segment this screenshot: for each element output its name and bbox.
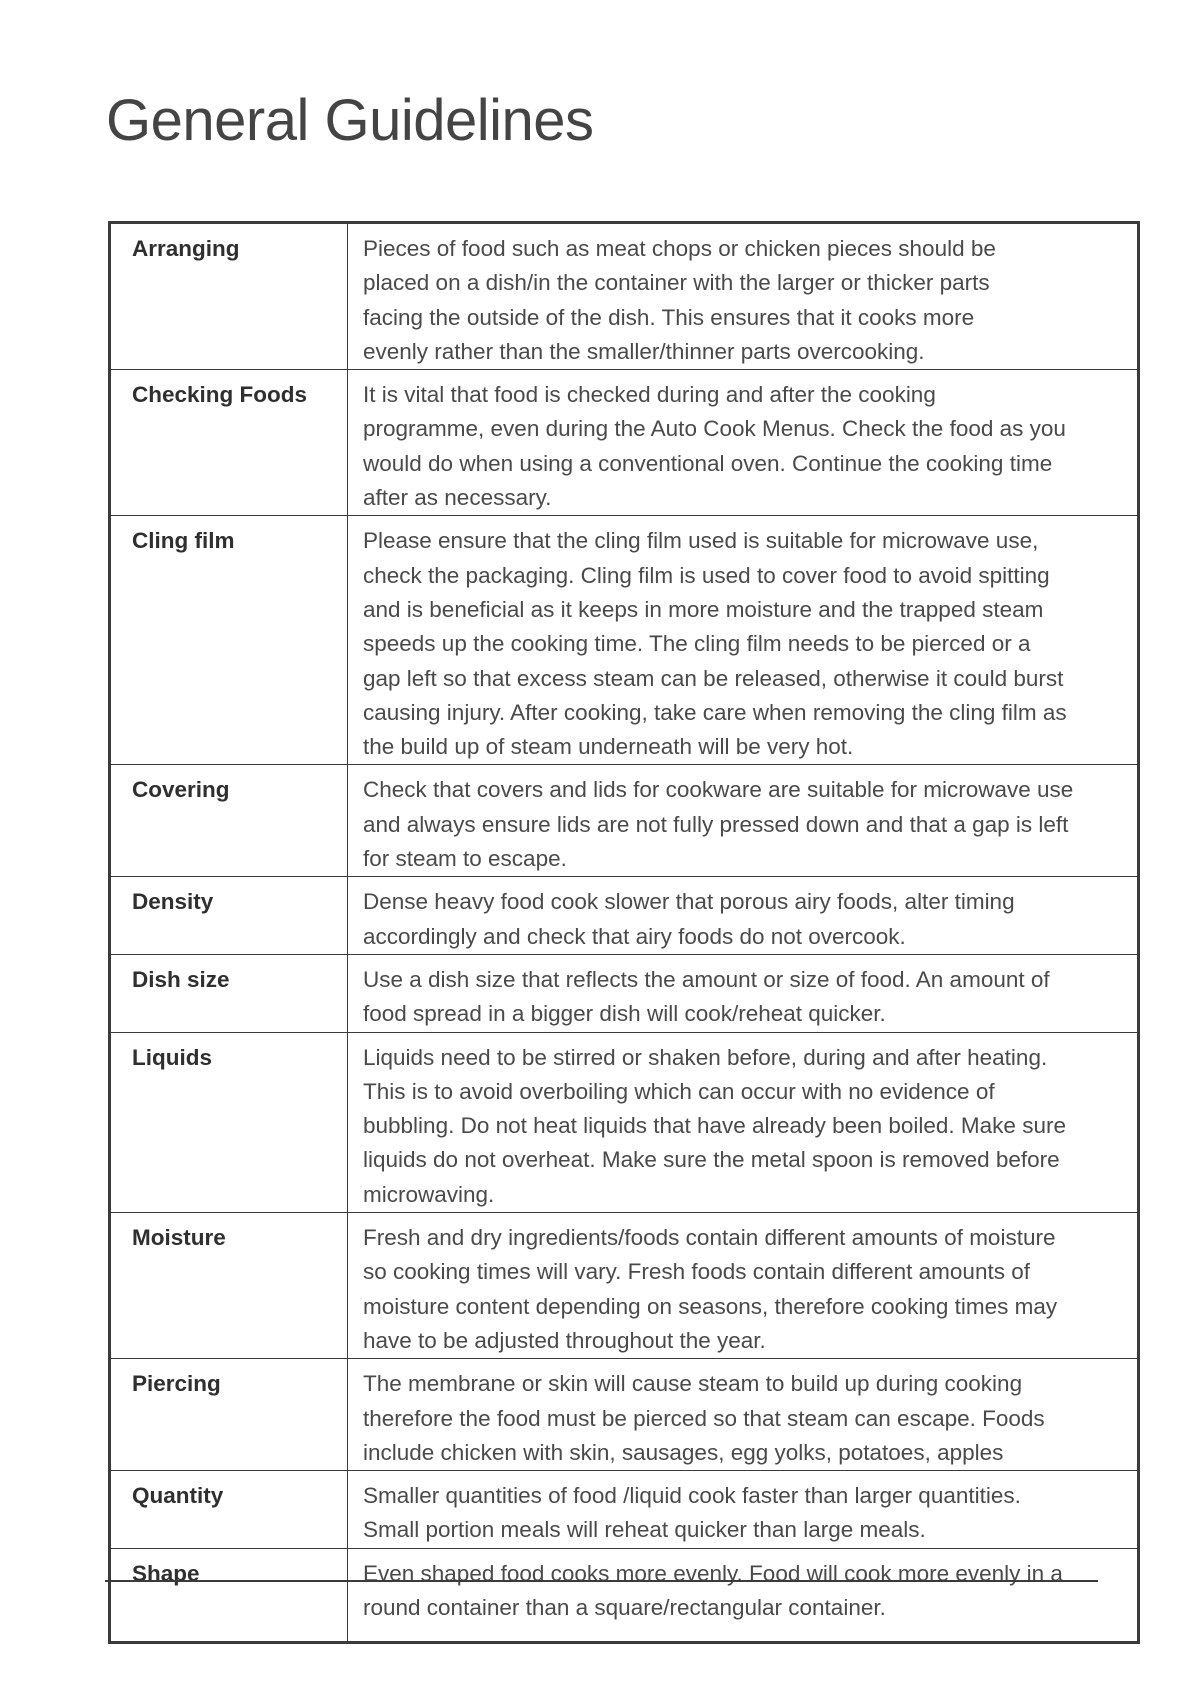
guideline-description	[348, 516, 1139, 765]
guideline-description-line: speeds up the cooking time. The cling film needs to be pierced or a	[363, 631, 1031, 657]
guideline-term: Covering	[110, 765, 348, 877]
guideline-description-line: Small portion meals will reheat quicker than large meals.	[363, 1517, 926, 1543]
guideline-description-line: and is beneficial as it keeps in more moisture and the trapped steam	[363, 596, 1044, 622]
guideline-term: Checking Foods	[110, 370, 348, 516]
footer-divider	[105, 1580, 1098, 1582]
guideline-description-line: facing the outside of the dish. This ensures that it cooks more	[363, 304, 975, 330]
guideline-term: Arranging	[110, 223, 348, 370]
guideline-term: Liquids	[110, 1032, 348, 1212]
guideline-description-line: include chicken with skin, sausages, egg yolks, potatoes, apples	[363, 1439, 1004, 1465]
guideline-row	[110, 370, 1139, 516]
guideline-row	[110, 516, 1139, 765]
guideline-description	[348, 1359, 1139, 1471]
guideline-term: Density	[110, 877, 348, 955]
guideline-description-line: Please ensure that the cling film used is suitable for microwave use,	[363, 528, 1039, 554]
guideline-description-line: microwaving.	[363, 1181, 495, 1207]
guideline-row	[110, 954, 1139, 1032]
guideline-description-line: accordingly and check that airy foods do not overcook.	[363, 923, 906, 949]
guideline-row	[110, 1548, 1139, 1643]
guideline-description-line: placed on a dish/in the container with the larger or thicker parts	[363, 270, 990, 296]
guideline-description	[348, 370, 1139, 516]
guideline-term: Shape	[110, 1548, 348, 1643]
guideline-row	[110, 223, 1139, 370]
guideline-description-line: The membrane or skin will cause steam to build up during cooking	[363, 1371, 1023, 1397]
guideline-row	[110, 765, 1139, 877]
guideline-description-line: Check that covers and lids for cookware are suitable for microwave use	[363, 777, 1074, 803]
guideline-row	[110, 1213, 1139, 1359]
guideline-description-line: Smaller quantities of food /liquid cook faster than larger quantities.	[363, 1483, 1021, 1509]
guideline-description	[348, 223, 1139, 370]
guideline-description-line: have to be adjusted throughout the year.	[363, 1327, 766, 1353]
guideline-description-line: Use a dish size that reflects the amount or size of food. An amount of	[363, 966, 1050, 992]
guideline-row	[110, 1359, 1139, 1471]
guideline-description-line: gap left so that excess steam can be released, otherwise it could burst	[363, 665, 1064, 691]
guideline-term: Dish size	[110, 954, 348, 1032]
guideline-description-line: Fresh and dry ingredients/foods contain different amounts of moisture	[363, 1225, 1056, 1251]
guideline-description	[348, 954, 1139, 1032]
guideline-description-line: causing injury. After cooking, take care when removing the cling film as	[363, 699, 1067, 725]
guidelines-table-body	[110, 223, 1139, 1643]
guideline-description-line: Even shaped food cooks more evenly. Food will cook more evenly in a	[363, 1560, 1063, 1586]
guideline-row	[110, 1032, 1139, 1212]
guideline-description-line: programme, even during the Auto Cook Menus. Check the food as you	[363, 416, 1066, 442]
guideline-description-line: It is vital that food is checked during and after the cooking	[363, 382, 936, 408]
guideline-description-line: therefore the food must be pierced so that steam can escape. Foods	[363, 1405, 1045, 1431]
guideline-term: Quantity	[110, 1471, 348, 1549]
guideline-description-line: This is to avoid overboiling which can occur with no evidence of	[363, 1078, 995, 1104]
guideline-term: Cling film	[110, 516, 348, 765]
guideline-description-line: would do when using a conventional oven. Continue the cooking time	[363, 450, 1053, 476]
guideline-description	[348, 1213, 1139, 1359]
guideline-description-line: Liquids need to be stirred or shaken before, during and after heating.	[363, 1044, 1048, 1070]
guideline-description-line: moisture content depending on seasons, therefore cooking times may	[363, 1293, 1058, 1319]
guideline-description	[348, 1471, 1139, 1549]
guideline-description-line: after as necessary.	[363, 485, 552, 511]
guideline-description-line: round container than a square/rectangular container.	[363, 1594, 886, 1620]
guideline-description-line: for steam to escape.	[363, 846, 567, 872]
guideline-description-line: so cooking times will vary. Fresh foods contain different amounts of	[363, 1259, 1030, 1285]
guideline-description	[348, 1032, 1139, 1212]
guideline-description-line: check the packaging. Cling film is used to cover food to avoid spitting	[363, 562, 1050, 588]
guideline-description	[348, 765, 1139, 877]
guideline-description	[348, 877, 1139, 955]
guidelines-table	[108, 221, 1140, 1644]
guideline-row	[110, 877, 1139, 955]
guideline-row	[110, 1471, 1139, 1549]
guideline-description-line: food spread in a bigger dish will cook/reheat quicker.	[363, 1001, 886, 1027]
guideline-term: Moisture	[110, 1213, 348, 1359]
guideline-description-line: and always ensure lids are not fully pressed down and that a gap is left	[363, 811, 1069, 837]
guideline-description-line: the build up of steam underneath will be very hot.	[363, 734, 854, 760]
guideline-description-line: evenly rather than the smaller/thinner parts overcooking.	[363, 338, 925, 364]
page-title: General Guidelines	[106, 88, 594, 153]
guideline-description-line: Dense heavy food cook slower that porous airy foods, alter timing	[363, 889, 1015, 915]
guideline-term: Piercing	[110, 1359, 348, 1471]
guideline-description	[348, 1548, 1139, 1643]
guideline-description-line: Pieces of food such as meat chops or chicken pieces should be	[363, 236, 996, 261]
guideline-description-line: bubbling. Do not heat liquids that have already been boiled. Make sure	[363, 1113, 1066, 1139]
guideline-description-line: liquids do not overheat. Make sure the metal spoon is removed before	[363, 1147, 1060, 1173]
